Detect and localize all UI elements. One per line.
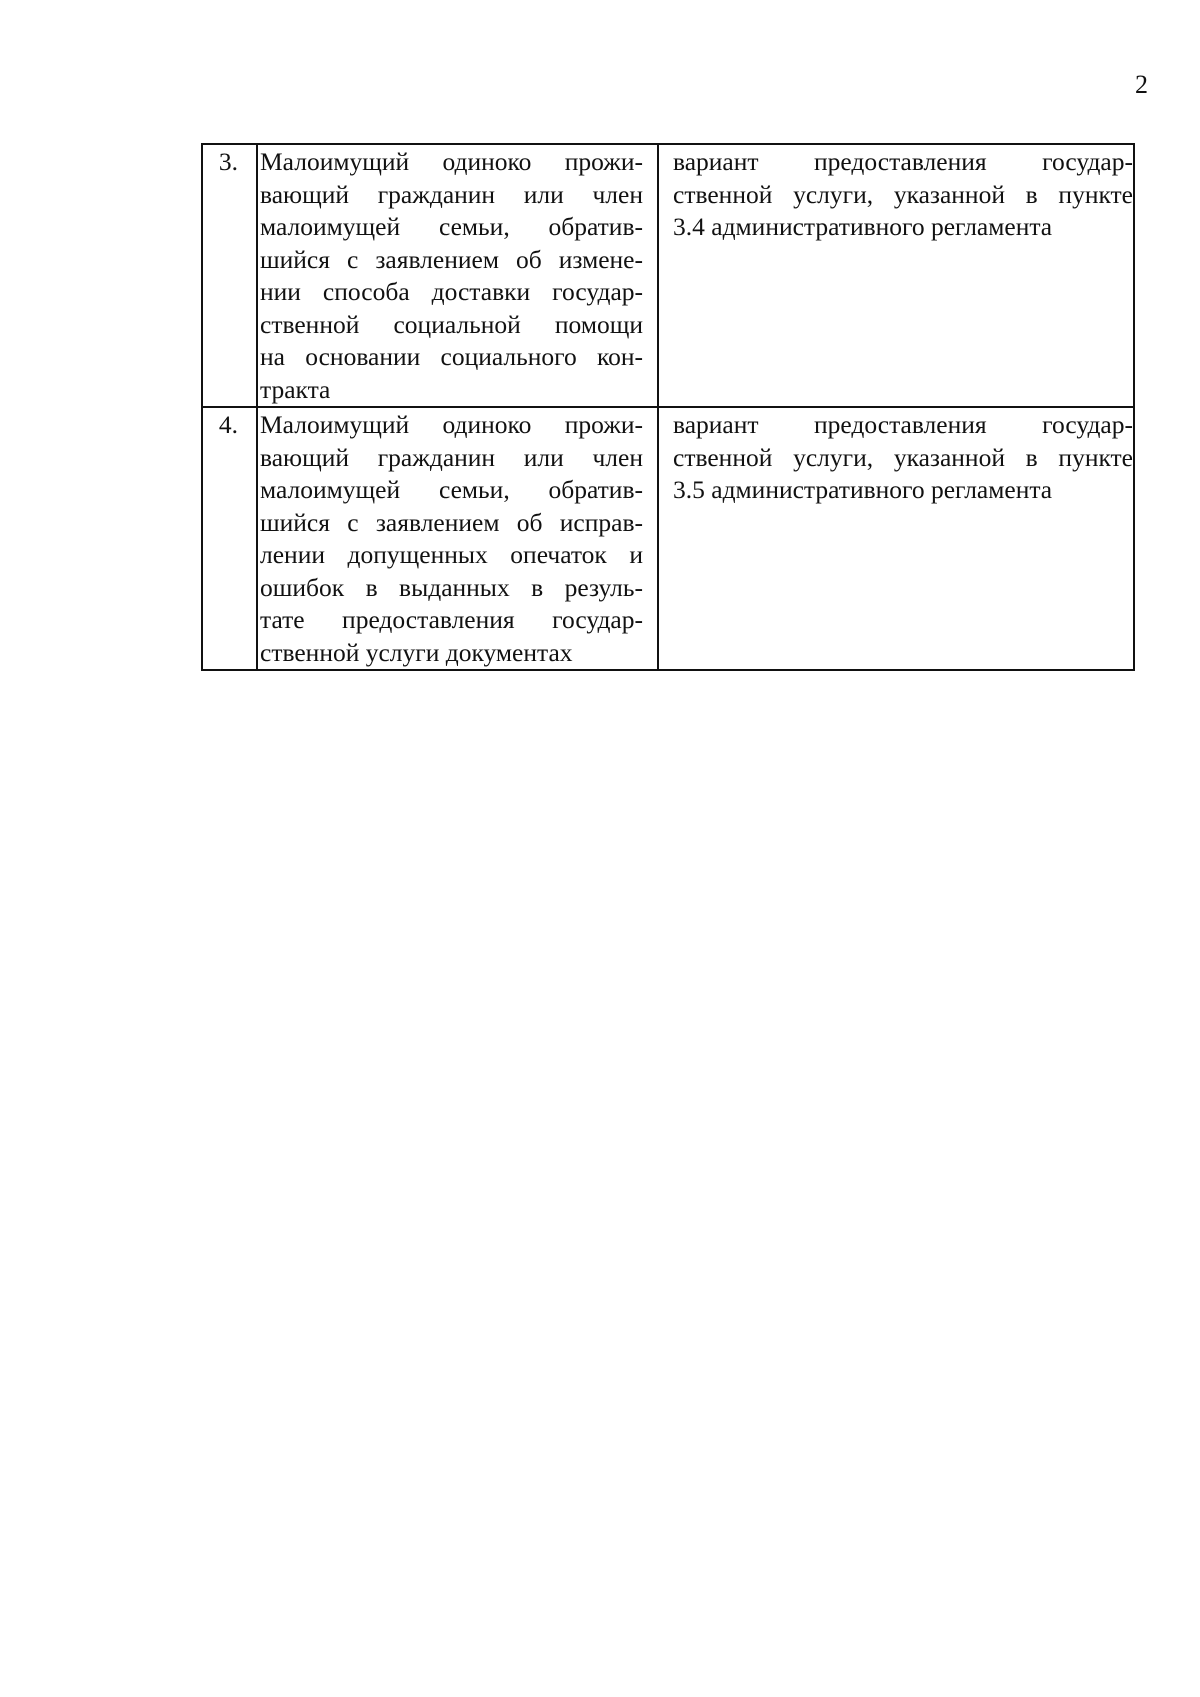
page-number: 2 xyxy=(1135,70,1148,99)
text-line: шийся с заявлением об исправ- xyxy=(260,507,643,537)
variants-table xyxy=(201,143,1135,671)
text-line: ственной услуги документах xyxy=(260,637,573,667)
text-line: вающий гражданин или член xyxy=(260,179,643,209)
applicant-category-cell xyxy=(257,144,658,407)
text-line: нии способа доставки государ- xyxy=(260,277,643,306)
text-line: малоимущей семьи, обратив- xyxy=(260,212,643,241)
text-line: вариант предоставления государ- xyxy=(673,147,1133,176)
text-line: Малоимущий одиноко прожи- xyxy=(260,410,643,439)
text-line: ственной услуги, указанной в пункте xyxy=(673,442,1133,472)
table-row xyxy=(202,407,1134,670)
text-line: вариант предоставления государ- xyxy=(673,410,1133,439)
service-variant-cell xyxy=(658,144,1134,407)
text-line: 3.4 административного регламента xyxy=(673,212,1053,241)
row-number: 4. xyxy=(202,407,257,670)
text-line: тракта xyxy=(260,374,331,404)
row-number: 3. xyxy=(202,144,257,407)
text-line: ошибок в выданных в резуль- xyxy=(260,572,643,602)
text-line: шийся с заявлением об измене- xyxy=(260,244,643,274)
text-line: ственной услуги, указанной в пункте xyxy=(673,179,1133,209)
text-line: тате предоставления государ- xyxy=(260,605,643,634)
applicant-category-cell xyxy=(257,407,658,670)
text-line: лении допущенных опечаток и xyxy=(260,540,643,569)
text-line: ственной социальной помощи xyxy=(260,309,643,339)
text-line: на основании социального кон- xyxy=(260,342,643,371)
service-variant-cell xyxy=(658,407,1134,670)
text-line: Малоимущий одиноко прожи- xyxy=(260,147,643,176)
text-line: 3.5 административного регламента xyxy=(673,475,1053,504)
text-line: вающий гражданин или член xyxy=(260,442,643,472)
text-line: малоимущей семьи, обратив- xyxy=(260,475,643,504)
table-row xyxy=(202,144,1134,407)
